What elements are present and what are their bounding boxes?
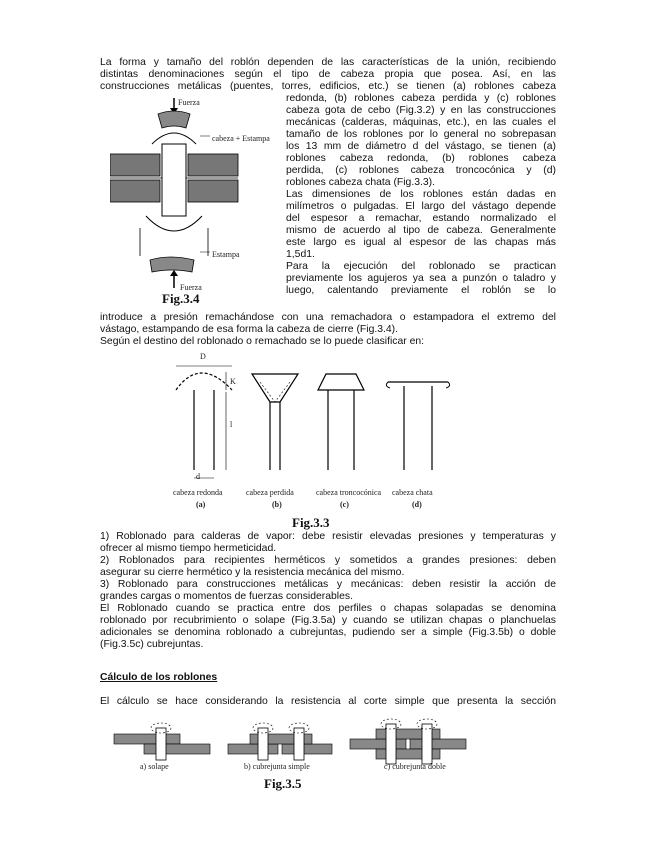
joint-label: b) cubrejunta simple	[244, 762, 310, 771]
fig34-label-top: Fuerza	[178, 98, 200, 107]
joint-label: c) cubrejunta doble	[384, 762, 446, 771]
joint-label: a) solape	[140, 762, 169, 771]
head-letter: (d)	[412, 500, 422, 509]
head-name: cabeza perdida	[246, 488, 294, 497]
dim-l: l	[230, 420, 233, 429]
text-line: roblonado por recubrimiento o solape (Fig.3.5a) y cuando se utilizan chapas o planchuelas	[100, 615, 556, 626]
text-line: los 13 mm de diámetro d del vástago, se tienen (a)	[286, 141, 556, 152]
text-line: milímetros o pulgadas. El largo del vástago depende	[286, 201, 556, 212]
text-line: perdida, (c) roblones cabeza troncocónica y (d)	[286, 165, 556, 176]
text-line: distintas denominaciones según el tipo de cabeza propia que posea. Así, en las	[100, 69, 556, 80]
text-line: La forma y tamaño del roblón dependen de las características de la unión, recibiendo	[100, 57, 556, 68]
text-line: del espesor a remachar, estando normalizado el	[286, 213, 556, 224]
text-line: previamente los agujeros ya sea a punzón o taladro y	[286, 273, 556, 284]
text-line: Las dimensiones de los roblones están dadas en	[286, 189, 556, 200]
text-line: asegurar su cierre hermético y la resistencia mecánica del mismo.	[100, 567, 405, 578]
text-line: redonda, (b) roblones cabeza perdida y (c) roblones	[286, 93, 556, 104]
text-line: mismo de acuerdo al tipo de cabeza. Generalmente	[286, 225, 556, 236]
head-letter: (a)	[196, 500, 206, 509]
text-line: cabeza gota de cebo (Fig.3.2) y en las construcciones	[286, 105, 556, 116]
head-name: cabeza chata	[392, 488, 433, 497]
text-line: luego, calentando previamente el roblón se lo	[286, 285, 556, 296]
text-line: 2) Roblonados para recipientes herméticos y sometidos a grandes presiones: deben	[100, 555, 556, 566]
text-line: construcciones metálicas (puentes, torres, edificios, etc.) se tienen (a) roblones cabeza	[100, 81, 556, 92]
riveting-figure-3-4	[110, 96, 285, 296]
text-line: grandes cargas o momentos de fuerzas considerables.	[100, 591, 353, 602]
text-line: 1) Roblonado para calderas de vapor: debe resistir elevadas presiones y temperaturas y	[100, 531, 556, 542]
text-line: ofrecer al mismo tiempo hermeticidad.	[100, 543, 277, 554]
head-name: cabeza troncocónica	[316, 488, 382, 497]
figure-caption: Fig.3.5	[264, 776, 302, 791]
text-line: Según el destino del roblonado o remachado se lo puede clasificar en:	[100, 336, 425, 347]
text-line: tamaño de los roblones por lo general no sobrepasan	[286, 129, 556, 140]
dim-D: D	[200, 352, 206, 361]
text-line: roblones cabeza redonda, (b) roblones cabeza	[286, 153, 556, 164]
text-line: El cálculo se hace considerando la resistencia al corte simple que presenta la sección	[100, 696, 556, 707]
text-line: Para la ejecución del roblonado se practican	[286, 261, 556, 272]
dim-d: d	[196, 472, 200, 481]
text-line: 3) Roblonado para construcciones metálicas y mecánicas: deben resistir la acción de	[100, 579, 556, 590]
text-line: 1,5d1.	[286, 249, 315, 260]
text-line: roblones cabeza chata (Fig.3.3).	[286, 177, 436, 188]
figure-caption: Fig.3.4	[162, 291, 200, 306]
text-line: este largo es igual al espesor de las chapas más	[286, 237, 556, 248]
head-name: cabeza redonda	[173, 488, 223, 497]
text-line: adicionales se denomina roblonado a cubrejuntas, pudiendo ser a simple (Fig.3.5b) o doble	[100, 627, 556, 638]
figure-caption: Fig.3.3	[292, 515, 330, 530]
rivet-heads-figure-3-3	[168, 352, 478, 497]
fig34-label-mid: cabeza + Estampa	[212, 134, 270, 143]
fig34-label-bottom-right: Estampa	[212, 250, 240, 259]
head-letter: (b)	[272, 500, 282, 509]
text-line: (Fig.3.5c) cubrejuntas.	[100, 639, 204, 650]
text-line: El Roblonado cuando se practica entre dos perfiles o chapas solapadas se denomina	[100, 603, 556, 614]
head-letter: (c)	[340, 500, 349, 509]
text-line: mecánicas (calderas, máquinas, etc.), en las cuales el	[286, 117, 556, 128]
text-line: introduce a presión remachándose con una remachadora o estampadora el extremo del	[100, 312, 556, 323]
section-heading: Cálculo de los roblones	[100, 672, 218, 683]
dim-K: K	[230, 377, 236, 386]
text-line: vástago, estampando de esa forma la cabeza de cierre (Fig.3.4).	[100, 324, 399, 335]
fig34-label-bottom: Fuerza	[180, 283, 202, 292]
